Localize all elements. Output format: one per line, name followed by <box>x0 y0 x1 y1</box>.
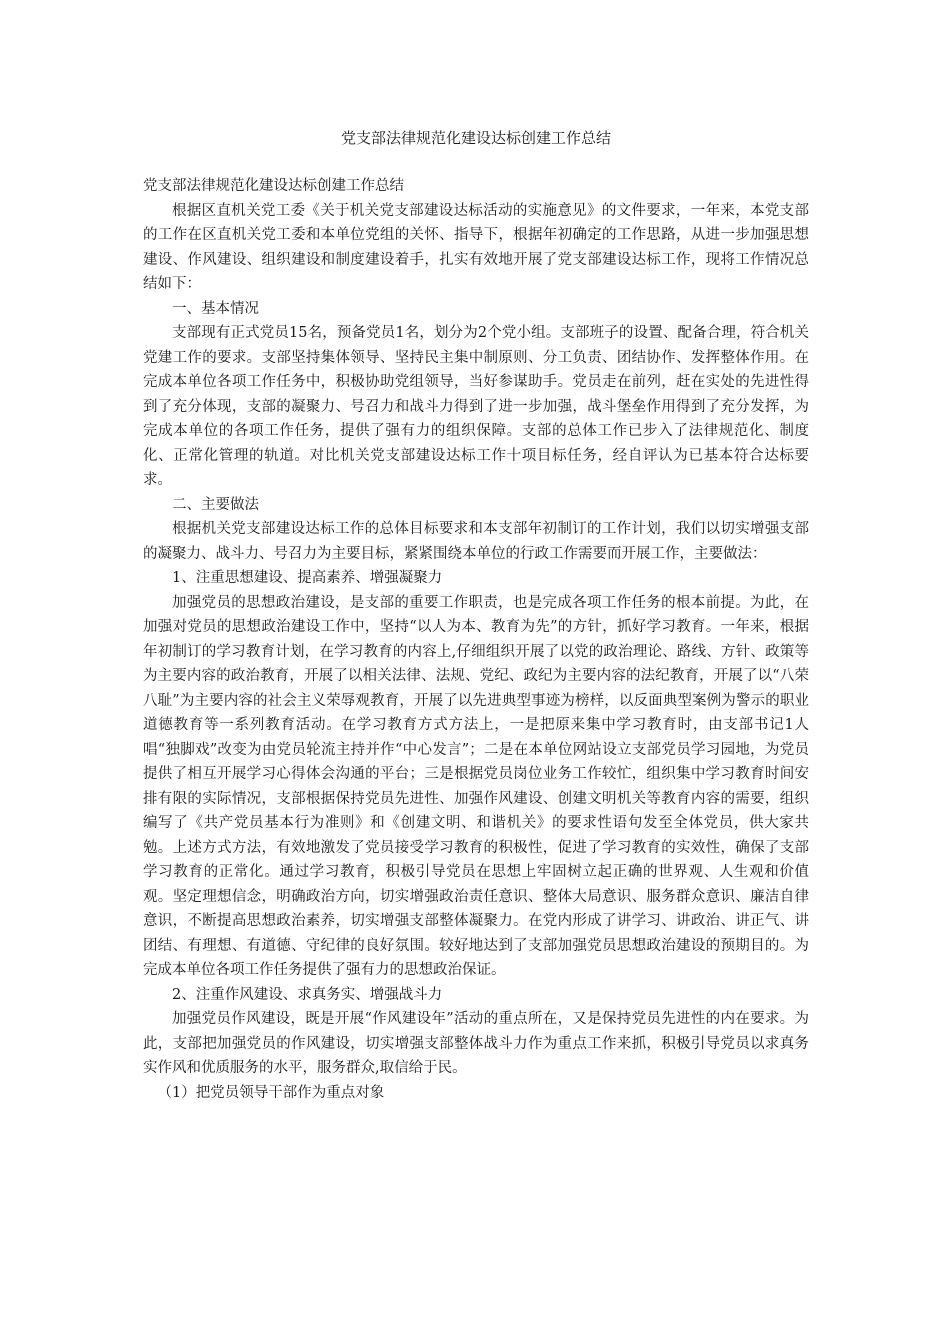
paragraph: 支部现有正式党员15名，预备党员1名，划分为2个党小组。支部班子的设置、配备合理，符合机关党建工作的要求。支部坚持集体领导、坚持民主集中制原则、分工负责、团结协作、发挥整体作用。在完成本单位各项工作任务中，积极协助党组领导，当好参谋助手。党员走在前列，赶在实处的先进性得到了充分体现，支部的凝聚力、号召力和战斗力得到了进一步加强，战斗堡垒作用得到了充分发挥，为完成本单位的各项工作任务，提供了强有力的组织保障。支部的总体工作已步入了法律规范化、制度化、正常化管理的轨道。对比机关党支部建设达标工作十项目标任务，经自评认为已基本符合达标要求。 <box>143 325 809 488</box>
document-page <box>143 0 809 1344</box>
paragraph: 二、主要做法 <box>172 496 259 513</box>
document-body <box>143 174 809 1105</box>
paragraph: 加强党员的思想政治建设，是支部的重要工作职责，也是完成各项工作任务的根本前提。为此，在加强对党员的思想政治建设工作中，坚持“以人为本、教育为先”的方针，抓好学习教育。一年来，根据年初制订的学习教育计划，在学习教育的内容上,仔细组织开展了以党的政治理论、路线、方针、政策等为主要内容的政治教育，开展了以相关法律、法规、党纪、政纪为主要内容的法纪教育，开展了以“八荣八耻”为主要内容的社会主义荣辱观教育，开展了以先进典型事迹为榜样，以反面典型案例为警示的职业道德教育等一系列教育活动。在学习教育方式方法上，一是把原来集中学习教育时，由支部书记1人唱“独脚戏”改变为由党员轮流主持并作“中心发言”；二是在本单位网站设立支部党员学习园地，为党员提供了相互开展学习心得体会沟通的平台；三是根据党员岗位业务工作较忙，组织集中学习教育时间安排有限的实际情况，支部根据保持党员先进性、加强作风建设、创建文明机关等教育内容的需要，组织编写了《共产党员基本行为准则》和《创建文明、和谐机关》的要求性语句发至全体党员，供大家共勉。上述方式方法，有效地激发了党员接受学习教育的积极性，促进了学习教育的实效性，确保了支部学习教育的正常化。通过学习教育，积极引导党员在思想上牢固树立起正确的世界观、人生观和价值观。坚定理想信念，明确政治方向，切实增强政治责任意识、整体大局意识、服务群众意识、廉洁自律意识，不断提高思想政治素养，切实增强支部整体凝聚力。在党内形成了讲学习、讲政治、讲正气、讲团结、有理想、有道德、守纪律的良好氛围。较好地达到了支部加强党员思想政治建设的预期目的。为完成本单位各项工作任务提供了强有力的思想政治保证。 <box>143 594 809 978</box>
paragraph: 加强党员作风建设，既是开展“作风建设年”活动的重点所在，又是保持党员先进性的内在要求。为此，支部把加强党员的作风建设，切实增强支部整体战斗力作为重点工作来抓，积极引导党员以求真务实作风和优质服务的水平，服务群众,取信给于民。 <box>143 1011 809 1076</box>
paragraph: 根据机关党支部建设达标工作的总体目标要求和本支部年初制订的工作计划，我们以切实增强支部的凝聚力、战斗力、号召力为主要目标，紧紧围绕本单位的行政工作需要而开展工作，主要做法： <box>143 521 809 562</box>
paragraph: 2、注重作风建设、求真务实、增强战斗力 <box>172 986 443 1003</box>
document-title: 党支部法律规范化建设达标创建工作总结 <box>340 129 611 147</box>
paragraph: 1、注重思想建设、提高素养、增强凝聚力 <box>172 570 443 586</box>
paragraph: 一、基本情况 <box>172 300 259 317</box>
paragraph: 党支部法律规范化建设达标创建工作总结 <box>143 178 404 194</box>
paragraph: （1）把党员领导干部作为重点对象 <box>157 1084 385 1101</box>
paragraph: 根据区直机关党工委《关于机关党支部建设达标活动的实施意见》的文件要求，一年来，本党支部的工作在区直机关党工委和本单位党组的关怀、指导下，根据年初确定的工作思路，从进一步加强思想建设、作风建设、组织建设和制度建设着手，扎实有效地开展了党支部建设达标工作，现将工作情况总结如下： <box>143 202 809 292</box>
